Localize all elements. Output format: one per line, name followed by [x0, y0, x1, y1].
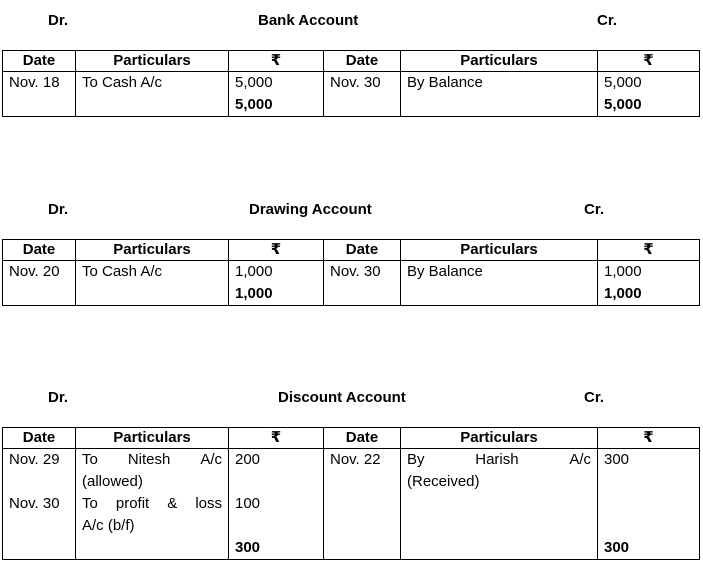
date-header: Date: [324, 240, 401, 261]
debit-amount: 1,000: [229, 261, 324, 284]
cr-label: Cr.: [584, 201, 605, 218]
date-header: Date: [3, 51, 76, 72]
ledger-title: Drawing Account: [249, 201, 372, 218]
credit-amount: 300: [598, 449, 700, 494]
cr-label: Cr.: [584, 389, 605, 406]
credit-particulars: By Balance: [401, 72, 598, 95]
cr-label: Cr.: [597, 12, 618, 29]
ledger-header: [0, 389, 703, 419]
debit-particulars: To Cash A/c: [76, 72, 229, 95]
drawing-account-ledger: [0, 201, 703, 302]
ledger-header: [0, 201, 703, 231]
debit-particulars: To Cash A/c: [76, 261, 229, 284]
debit-particulars: To Nitesh A/c (allowed): [76, 449, 229, 494]
rupee-header: ₹: [598, 240, 700, 261]
rupee-header: ₹: [229, 428, 324, 449]
bank-account-ledger: [0, 12, 703, 113]
particulars-header: Particulars: [76, 240, 229, 261]
debit-amount: 100: [229, 493, 324, 537]
ledger-title: Discount Account: [278, 389, 406, 406]
credit-total: 300: [598, 537, 700, 560]
debit-total: 300: [229, 537, 324, 560]
particulars-header: Particulars: [401, 428, 598, 449]
rupee-header: ₹: [229, 51, 324, 72]
debit-amount: 5,000: [229, 72, 324, 95]
date-header: Date: [324, 51, 401, 72]
credit-total: 1,000: [598, 283, 700, 306]
credit-amount: 1,000: [598, 261, 700, 284]
ledger-table: [2, 50, 700, 117]
date-header: Date: [324, 428, 401, 449]
credit-particulars: By Balance: [401, 261, 598, 284]
credit-date: Nov. 22: [324, 449, 401, 494]
debit-total: 1,000: [229, 283, 324, 306]
ledger-header: [0, 12, 703, 42]
credit-amount: 5,000: [598, 72, 700, 95]
ledger-title: Bank Account: [258, 12, 359, 29]
rupee-header: ₹: [229, 240, 324, 261]
discount-account-ledger: [0, 389, 703, 556]
ledger-table: [2, 427, 700, 560]
rupee-header: ₹: [598, 428, 700, 449]
debit-total: 5,000: [229, 94, 324, 117]
credit-date: Nov. 30: [324, 261, 401, 284]
credit-particulars: By Harish A/c (Received): [401, 449, 598, 494]
credit-total: 5,000: [598, 94, 700, 117]
date-header: Date: [3, 428, 76, 449]
debit-particulars: To profit & loss A/c (b/f): [76, 493, 229, 537]
ledger-table: [2, 239, 700, 306]
debit-date: Nov. 20: [3, 261, 76, 284]
dr-label: Dr.: [48, 389, 69, 406]
dr-label: Dr.: [48, 12, 69, 29]
debit-amount: 200: [229, 449, 324, 494]
particulars-header: Particulars: [76, 51, 229, 72]
particulars-header: Particulars: [76, 428, 229, 449]
credit-date: Nov. 30: [324, 72, 401, 95]
particulars-header: Particulars: [401, 240, 598, 261]
dr-label: Dr.: [48, 201, 69, 218]
rupee-header: ₹: [598, 51, 700, 72]
debit-date: Nov. 18: [3, 72, 76, 95]
debit-date: Nov. 29: [3, 449, 76, 494]
debit-date: Nov. 30: [3, 493, 76, 537]
date-header: Date: [3, 240, 76, 261]
particulars-header: Particulars: [401, 51, 598, 72]
